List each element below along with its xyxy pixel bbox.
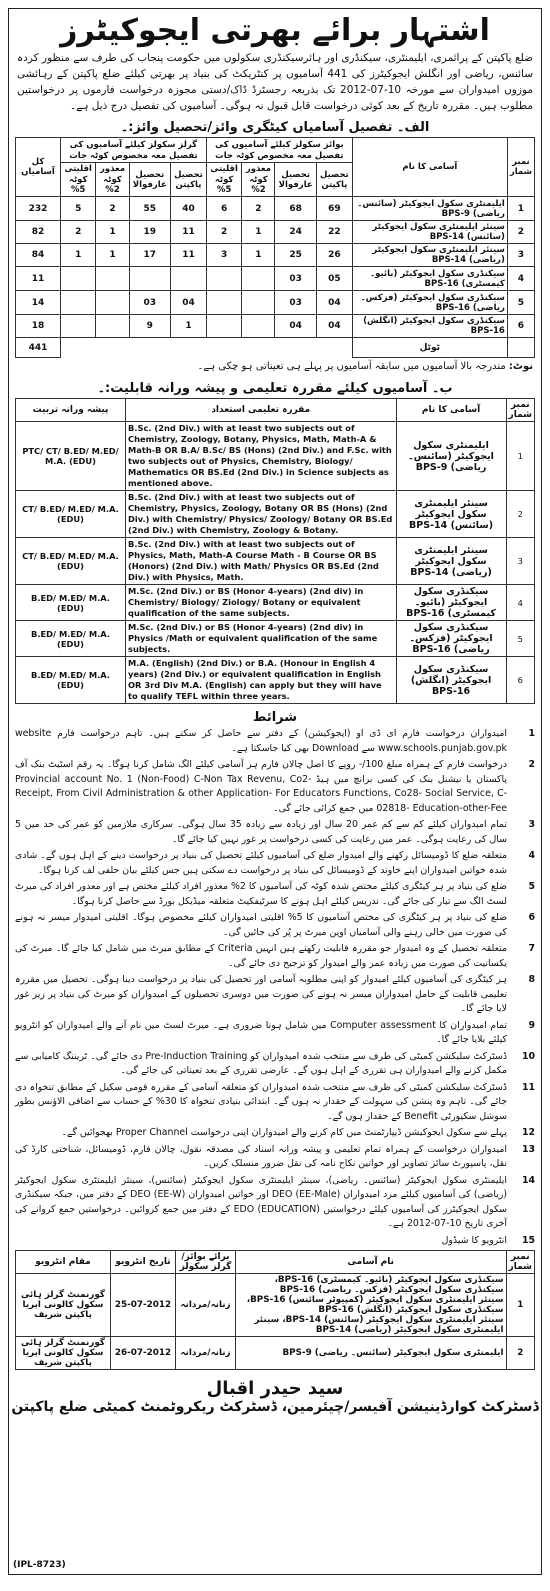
condition-item [15,1019,535,1048]
col-total: کل آسامیاں [16,138,61,197]
cell-sn: 3 [507,244,534,267]
post-line: ایلیمنٹری سکول ایجوکیٹر (سائنس۔ ریاضی) BPS-9 [282,1348,504,1358]
condition-text: امیدواران درخواست کے ہمراہ تمام تعلیمی و پیشہ ورانہ اسناد کی مصدقہ نقول، چالان فارم، ڈومیسائل، شناختی کارڈ کی نقل، پاسپورٹ سائز تصاویر اور خواتین نکاح نامہ کی نقل ضرور منسلک کریں۔ [15,1143,507,1169]
cell-b-aw: 68 [275,197,316,221]
grand-total: 441 [16,338,61,358]
cell-g-min [61,291,96,315]
table-row [16,1337,535,1370]
condition-text: پہلے سے سکول ایجوکیشن ڈیپارٹمنٹ میں کام کرنے والے امیدواران اپنی درخواست Proper Channel بھجوائیں گے۔ [61,1127,507,1138]
cell-b-pk: 05 [316,267,352,291]
col-date: تاریخ انٹرویو [111,1251,176,1274]
ipl-number: (IPL-8723) [13,1560,66,1570]
cell-b-dis [242,267,275,291]
cell-post: ایلیمنٹری سکول ایجوکیٹر (سائنس۔ ریاضی) BPS-9 [396,422,506,491]
col-post: آسامی کا نام [352,138,507,197]
section-b-heading: ب۔ آسامیوں کیلئے مقررہ تعلیمی و پیشہ ورانہ قابلیت:۔ [97,381,453,396]
cell-serial: 3 [506,538,534,585]
page-title: اشتہار برائے بھرتی ایجوکیٹرز [60,13,490,48]
condition-number: 14 [521,1174,535,1186]
cell-b-pk: 26 [316,244,352,267]
post-line: سینئر ایلیمنٹری سکول ایجوکیٹر (کمپیوٹر سائنس) BPS-16، سیکنڈری سکول ایجوکیٹر (انگلش) BPS-16 [246,1295,504,1315]
cell-g-dis: 1 [96,221,129,244]
cell-serial: 2 [506,491,534,538]
note-text: مندرجہ بالا آسامیوں میں سابقہ آسامیوں پر پہلے ہی تعیناتی ہو چکی ہے۔ [197,361,506,372]
cell-serial: 5 [506,621,534,657]
condition-text: ہر کیٹگری کی آسامیوں کیلئے امیدوار کو اپنی مطلوبہ آسامی اور تحصیل کی بنیاد پر درخواست دینا ہوگی۔ تحصیل میں مقررہ تعلیمی قابلیت کے حامل امیدواران میسر نہ ہونے کی صورت میں دوسری تحصیلوں کے امیدواران کو میرٹ کی بنیاد پر زیر غور لایا جائے گا۔ [15,974,507,1014]
col-boys-disabled: معذور کوٹہ 2% [242,163,275,197]
vacancy-table [15,137,535,358]
total-label: ٹوٹل [352,338,507,358]
condition-item [15,880,535,909]
col-girls-pakpattan: تحصیل پاکپتن [171,163,207,197]
cell-qualification: M.Sc. (2nd Div.) or BS (Honor 4-years) (2nd div) in Chemistry/ Biology/ Ziology/ Botany or equivalent qualification of the same subjects. [126,585,397,621]
cell-total: 232 [16,197,61,221]
col-serial: نمبر شمار [506,399,534,422]
condition-number: 3 [528,819,535,830]
cell-g-dis [96,291,129,315]
condition-text: تمام امیدواران کیلئے کم سے کم عمر 20 سال اور زیادہ سے زیادہ 35 سال ہوگی۔ سرکاری ملازمین کو عمر کی حد میں 5 سال کی رعایت ہوگی۔ عمر میں رعایت کی کسی درخواست پر غور نہیں کیا جائے گا۔ [15,819,508,845]
cell-post: سیکنڈری سکول ایجوکیٹر (فزکس۔ ریاضی) BPS-16 [396,621,506,657]
condition-number: 15 [521,1234,535,1246]
cell-venue: گورنمنٹ گرلز ہائی سکول کالونی ایریا پاکپتن شریف [16,1274,111,1337]
condition-text: ڈسٹرکٹ سلیکشن کمیٹی کی طرف سے منتخب شدہ امیدواران کو Pre-Induction Training دی جائے گی۔ ٹریننگ کامیابی سے مکمل کرنے والے امیدواران ہی تقرری کے اہل ہوں گے۔ عارضی تقرری کے بعد تعیناتی کی جائے گی۔ [15,1050,507,1076]
cell-total: 82 [16,221,61,244]
condition-item [15,849,535,878]
cell-b-aw: 24 [275,221,316,244]
col-gender: برائے بوائز/گرلز سکولز [176,1251,236,1274]
cell-empty [507,338,534,358]
cell-total: 84 [16,244,61,267]
cell-g-aw: 9 [129,315,170,338]
condition-number: 4 [528,850,535,861]
cell-venue: گورنمنٹ گرلز ہائی سکول کالونی ایریا پاکپتن شریف [16,1337,111,1370]
condition-text: متعلقہ تحصیل کے وہ امیدوار جو مقررہ قابلیت رکھتے ہیں انہیں Criteria کے مطابق میرٹ میں شامل کیا جائے گا۔ میرٹ کی یکسانیت کی صورت میں زیادہ عمر والے امیدوار کو ترجیح دی جائے گی۔ [15,943,508,969]
cell-sn: 1 [507,197,534,221]
condition-number: 8 [528,974,535,985]
cell-sn: 4 [507,267,534,291]
condition-text: ایلیمنٹری سکول ایجوکیٹر (سائنس۔ ریاضی)، سینئر ایلیمنٹری سکول ایجوکیٹر (سائنس)، سینئر ایلیمنٹری سکول ایجوکیٹر (ریاضی) کی آسامیوں کیلئے مرد امیدواران DEO (EE-Male) اور خواتین امیدواران DEO (EE-W) کے دفتر میں، جبکہ سیکنڈری سکول ایجوکیٹرز کی آسامیوں کیلئے درخواستیں EDO (EDUCATION) کے دفتر میں جمع کروائیں۔ درخواستیں جمع کروانے کی آخری تاریخ 10-07-2012 ہے۔ [15,1174,507,1229]
cell-serial: 4 [506,585,534,621]
col-serial: نمبر شمار [506,1251,534,1274]
condition-item [15,942,535,971]
signatory-designation: ڈسٹرکٹ کوارڈینیشن آفیسر/چیئرمین، ڈسٹرکٹ ریکروٹمنٹ کمیٹی ضلع پاکپتن [11,1399,539,1415]
condition-number: 10 [521,1050,535,1062]
condition-number: 11 [521,1081,535,1093]
col-boys-arifwala: تحصیل عارفوالا [275,163,316,197]
table-row [16,621,535,657]
conditions-heading: شرائط [252,710,298,725]
cell-post: سینئر ایلیمنٹری سکول ایجوکیٹر (سائنس) BPS-14 [396,491,506,538]
condition-item [15,1234,535,1249]
cell-serial: 1 [506,1274,534,1337]
cell-sn: 6 [507,315,534,338]
cell-professional: CT/ B.ED/ M.ED/ M.A. (EDU) [16,538,126,585]
col-post: آسامی کا نام [396,399,506,422]
cell-qualification: M.Sc. (2nd Div.) or BS (Honor 4-years) (2nd div) in Physics /Math or equivalent qualification of the same subjects. [126,621,397,657]
cell-b-dis [242,315,275,338]
cell-b-pk: 69 [316,197,352,221]
cell-professional: B.ED/ M.ED/ M.A. (EDU) [16,621,126,657]
cell-post: سیکنڈری سکول ایجوکیٹر (انگلش) BPS-16 [396,657,506,704]
note [9,358,541,375]
condition-text: ضلع کی بنیاد پر ہر کیٹگری کی مختص آسامیوں کا 5% اقلیتی امیدواران کیلئے مخصوص ہوگا۔ اقلیتی امیدوار میسر نہ ہونے کی صورت میں خالی رہنے والی آسامیاں اوپن میرٹ پر پُر کی جائیں گی۔ [15,912,507,938]
condition-number: 7 [528,943,535,954]
condition-text: تمام امیدواران کا Computer assessment میں شامل ہونا ضروری ہے۔ میرٹ لسٹ میں نام آنے والے امیدواران کو انٹرویو کیلئے بلایا جائے گا۔ [15,1019,507,1045]
condition-item [15,1081,535,1125]
cell-serial: 2 [506,1337,534,1370]
cell-g-dis: 2 [96,197,129,221]
condition-item [15,1050,535,1079]
col-boys-pakpattan: تحصیل پاکپتن [316,163,352,197]
cell-sn: 5 [507,291,534,315]
col-serial: نمبر شمار [507,138,534,197]
cell-post: سیکنڈری سکول ایجوکیٹر (بائیو۔ کیمسٹری) BPS-16 [396,585,506,621]
cell-g-min [61,315,96,338]
cell-b-min [206,291,241,315]
table-row [16,244,535,267]
col-post: نام آسامی [236,1251,507,1274]
cell-b-dis: 1 [242,244,275,267]
condition-text: درخواست فارم کے ہمراہ مبلغ 100/- روپے کا اصل چالان فارم ہر آسامی کیلئے الگ شامل کرنا ہوگا۔ یہ رقم اسٹیٹ بنک آف پاکستان یا نیشنل بنک کی کسی برانچ میں ہیڈ Provincial account No. 1 (Non-Food) C-Non Tax Revenu, Co2-Receipt, From Civil Administration & other Application- For Educators Functions, Co28- Social Service, C-02818- Education-other-Fee میں جمع کرائی جائے گی۔ [15,759,507,814]
cell-g-aw: 17 [129,244,170,267]
cell-post: سیکنڈری سکول ایجوکیٹر (انگلش) BPS-16 [352,315,507,338]
condition-number: 12 [521,1127,535,1138]
condition-number: 9 [528,1019,535,1031]
cell-post: ایلیمنٹری سکول ایجوکیٹر (سائنس۔ ریاضی) BPS-9 [352,197,507,221]
post-line: سینئر ایلیمنٹری سکول ایجوکیٹر (سائنس) BPS-14، سینئر ایلیمنٹری سکول ایجوکیٹر (ریاضی) BPS-14 [254,1315,504,1335]
cell-g-pk: 04 [171,291,207,315]
cell-sn: 2 [507,221,534,244]
condition-item [15,1143,535,1172]
conditions-list [9,727,541,1248]
col-boys: بوائز سکولز کیلئے آسامیوں کی تفصیل معہ مخصوص کوٹہ جات [206,138,352,163]
cell-qualification: B.Sc. (2nd Div.) with at least two subjects out of Chemistry, Physics, Zoology, Botany OR BS (Hons) (2nd Div.) with Chemistry/ Physics/ Zoology/ Botany OR BS.Ed (2nd Div.) with Chemistry, Zoology & Botany. [126,491,397,538]
cell-gender: زنانہ/مردانہ [176,1337,236,1370]
cell-g-dis [96,267,129,291]
condition-text: متعلقہ ضلع کا ڈومیسائل رکھنے والے امیدوار ضلع کی آسامیوں کیلئے تحصیل کی بنیاد پر درخواست دینے کے اہل ہوں گے۔ شادی شدہ خواتین امیدواران اپنے خاوند کے ڈومیسائل کی بنیاد پر درخواست دے سکتی ہیں جس کیلئے بیان حلفی لف کرنا ہوگا۔ [15,850,507,876]
col-venue: مقام انٹرویو [16,1251,111,1274]
condition-item [15,818,535,847]
table-row [16,197,535,221]
condition-text: انٹرویو کا شیڈول [441,1234,507,1246]
cell-g-aw [129,267,170,291]
cell-b-min: 2 [206,221,241,244]
condition-number: 6 [528,912,535,923]
cell-g-min: 1 [61,244,96,267]
cell-total: 18 [16,315,61,338]
condition-item [15,1126,535,1141]
cell-b-min [206,315,241,338]
cell-serial: 6 [506,657,534,704]
col-boys-minority: اقلیتی کوٹہ 5% [206,163,241,197]
cell-b-dis [242,291,275,315]
condition-item [15,758,535,816]
condition-number: 13 [521,1143,535,1155]
cell-professional: CT/ B.ED/ M.ED/ M.A. (EDU) [16,491,126,538]
col-qualification: مقررہ تعلیمی استعداد [126,399,397,422]
cell-g-pk: 11 [171,244,207,267]
cell-professional: B.ED/ M.ED/ M.A. (EDU) [16,585,126,621]
signatory-name: سید حیدر اقبال [206,1378,344,1399]
col-girls-disabled: معذور کوٹہ 2% [96,163,129,197]
cell-g-aw: 03 [129,291,170,315]
cell-g-aw: 19 [129,221,170,244]
cell-g-min [61,267,96,291]
cell-g-aw: 55 [129,197,170,221]
table-row [16,585,535,621]
cell-date: 25-07-2012 [111,1274,176,1337]
section-a-heading: الف۔ تفصیل آسامیاں کیٹگری وائز/تحصیل وائز:۔ [120,120,430,135]
condition-item [15,973,535,1017]
table-row [16,422,535,491]
cell-empty [61,338,353,358]
cell-g-min: 5 [61,197,96,221]
cell-b-min: 6 [206,197,241,221]
col-girls: گرلز سکولز کیلئے آسامیوں کی تفصیل معہ مخصوص کوٹہ جات [61,138,207,163]
cell-professional: B.ED/ M.ED/ M.A. (EDU) [16,657,126,704]
cell-total: 11 [16,267,61,291]
cell-g-min: 2 [61,221,96,244]
cell-post: سینئر ایلیمنٹری سکول ایجوکیٹر (ریاضی) BPS-14 [396,538,506,585]
cell-g-dis [96,315,129,338]
condition-item [15,1174,535,1232]
cell-posts [236,1274,507,1337]
table-row [16,267,535,291]
condition-text: ضلع کی بنیاد پر ہر کیٹگری کیلئے مختص شدہ کوٹہ کی آسامیوں کا 2% معذور افراد کیلئے مختص ہے اور معذور افراد کی میرٹ لسٹ الگ سے تیار کی جائے گی۔ تدریس کیلئے اہل ہونے کا سرٹیفکیٹ متعلقہ میڈیکل بورڈ سے حاصل کرنا ہوگا۔ [15,881,508,907]
condition-number: 2 [528,759,535,770]
condition-text: امیدواران درخواست فارم ای ڈی او (ایجوکیشن) کے دفتر سے حاصل کر سکتے ہیں۔ تاہم درخواست فارم website www.schools.punjab.gov.pk سے Download بھی کیا جاسکتا ہے۔ [15,728,507,754]
col-girls-arifwala: تحصیل عارفوالا [129,163,170,197]
condition-item [15,727,535,756]
cell-date: 26-07-2012 [111,1337,176,1370]
cell-professional: PTC/ CT/ B.ED/ M.ED/ M.A. (EDU) [16,422,126,491]
advertisement-page [8,8,542,1575]
table-row [16,315,535,338]
condition-text: ڈسٹرکٹ سلیکشن کمیٹی کی طرف سے منتخب شدہ امیدواران کو متعلقہ آسامی کے مقررہ قومی سکیل کے مطابق تنخواہ دی جائے گی۔ تاہم وہ پنشن کی سہولت کے حقدار نہ ہوں گے۔ ابتدائی بنیادی تنخواہ کا 30% کے حساب سے اضافی الاؤنس بطور سوشل سکیورٹی Benefit کے حقدار ہوں گے۔ [15,1081,507,1122]
qualification-table [15,398,535,704]
table-row [16,657,535,704]
cell-post: سیکنڈری سکول ایجوکیٹر (فزکس۔ ریاضی) BPS-16 [352,291,507,315]
table-row [16,538,535,585]
total-row [16,338,535,358]
cell-b-dis: 2 [242,197,275,221]
condition-number: 1 [528,728,535,739]
cell-b-aw: 25 [275,244,316,267]
cell-qualification: M.A. (English) (2nd Div.) or B.A. (Honour in English 4 years) (2nd Div.) or equivalent qualification in English OR 3rd Div M.A. (English) can apply but they will have to qualify TEFL within three years. [126,657,397,704]
cell-b-pk: 04 [316,315,352,338]
cell-g-pk [171,267,207,291]
condition-item [15,911,535,940]
intro-paragraph: ضلع پاکپتن کے پرائمری، ایلیمنٹری، سیکنڈری اور ہائرسیکنڈری سکولوں میں حکومت پنجاب کی طرف سے منظور کردہ سائنس، ریاضی اور انگلش ایجوکیٹرز کی 441 آسامیوں پر کنٹریکٹ کی بنیاد پر بھرتی کیلئے ضلع پاکپتن کے رہائشی موزوں امیدواران سے مورخہ 10-07-2012 تک بذریعہ رجسٹرڈ ڈاک/دستی مجوزہ درخواست فارموں پر درخواستیں مطلوب ہیں۔ مقررہ تاریخ کے بعد کوئی درخواست قابل قبول نہ ہوگی۔ آسامیوں کی تفصیل درج ذیل ہے۔ [17,52,534,112]
cell-b-aw: 03 [275,267,316,291]
condition-number: 5 [528,881,535,892]
col-professional: پیشہ ورانہ تربیت [16,399,126,422]
cell-post: سینئر ایلیمنٹری سکول ایجوکیٹر (ریاضی) BPS-14 [352,244,507,267]
cell-g-pk: 40 [171,197,207,221]
cell-b-pk: 22 [316,221,352,244]
table-row [16,1274,535,1337]
cell-total: 14 [16,291,61,315]
cell-gender: زنانہ/مردانہ [176,1274,236,1337]
cell-g-dis: 1 [96,244,129,267]
interview-table [15,1250,535,1370]
cell-b-aw: 03 [275,291,316,315]
cell-g-pk: 11 [171,221,207,244]
cell-post: سینئر ایلیمنٹری سکول ایجوکیٹر (سائنس) BPS-14 [352,221,507,244]
cell-b-min: 3 [206,244,241,267]
cell-g-pk: 1 [171,315,207,338]
cell-serial: 1 [506,422,534,491]
table-row [16,291,535,315]
cell-b-dis: 1 [242,221,275,244]
signature-block [9,1378,541,1415]
table-row [16,491,535,538]
cell-posts [236,1337,507,1370]
cell-post: سیکنڈری سکول ایجوکیٹر (بائیو۔ کیمسٹری) BPS-16 [352,267,507,291]
cell-qualification: B.Sc. (2nd Div.) with at least two subjects out of Physics, Math, Math-A Course Math - B Course OR BS (Honors) (2nd Div.) with Math/ Physics OR BS.Ed (2nd Div.) with Physics, Math. [126,538,397,585]
note-label: نوٹ: [508,361,533,372]
cell-b-min [206,267,241,291]
cell-b-pk: 04 [316,291,352,315]
table-row [16,221,535,244]
cell-b-aw: 04 [275,315,316,338]
col-girls-minority: اقلیتی کوٹہ 5% [61,163,96,197]
cell-qualification: B.Sc. (2nd Div.) with at least two subjects out of Chemistry, Zoology, Botany, Physics, Math, Math-A & Math-B OR B.A/ B.Sc/ BS (Hons) (2nd Div.) and F.Sc. with two subjects out of Physics, Chemistry, Biology/ Mathematics OR BS.Ed (2nd Div.) in Science subjects as mentioned above. [126,422,397,491]
post-line: سیکنڈری سکول ایجوکیٹر (بائیو۔ کیمسٹری) BPS-16، سیکنڈری سکول ایجوکیٹر (فزکس۔ ریاضی) BPS-16 [274,1275,504,1295]
